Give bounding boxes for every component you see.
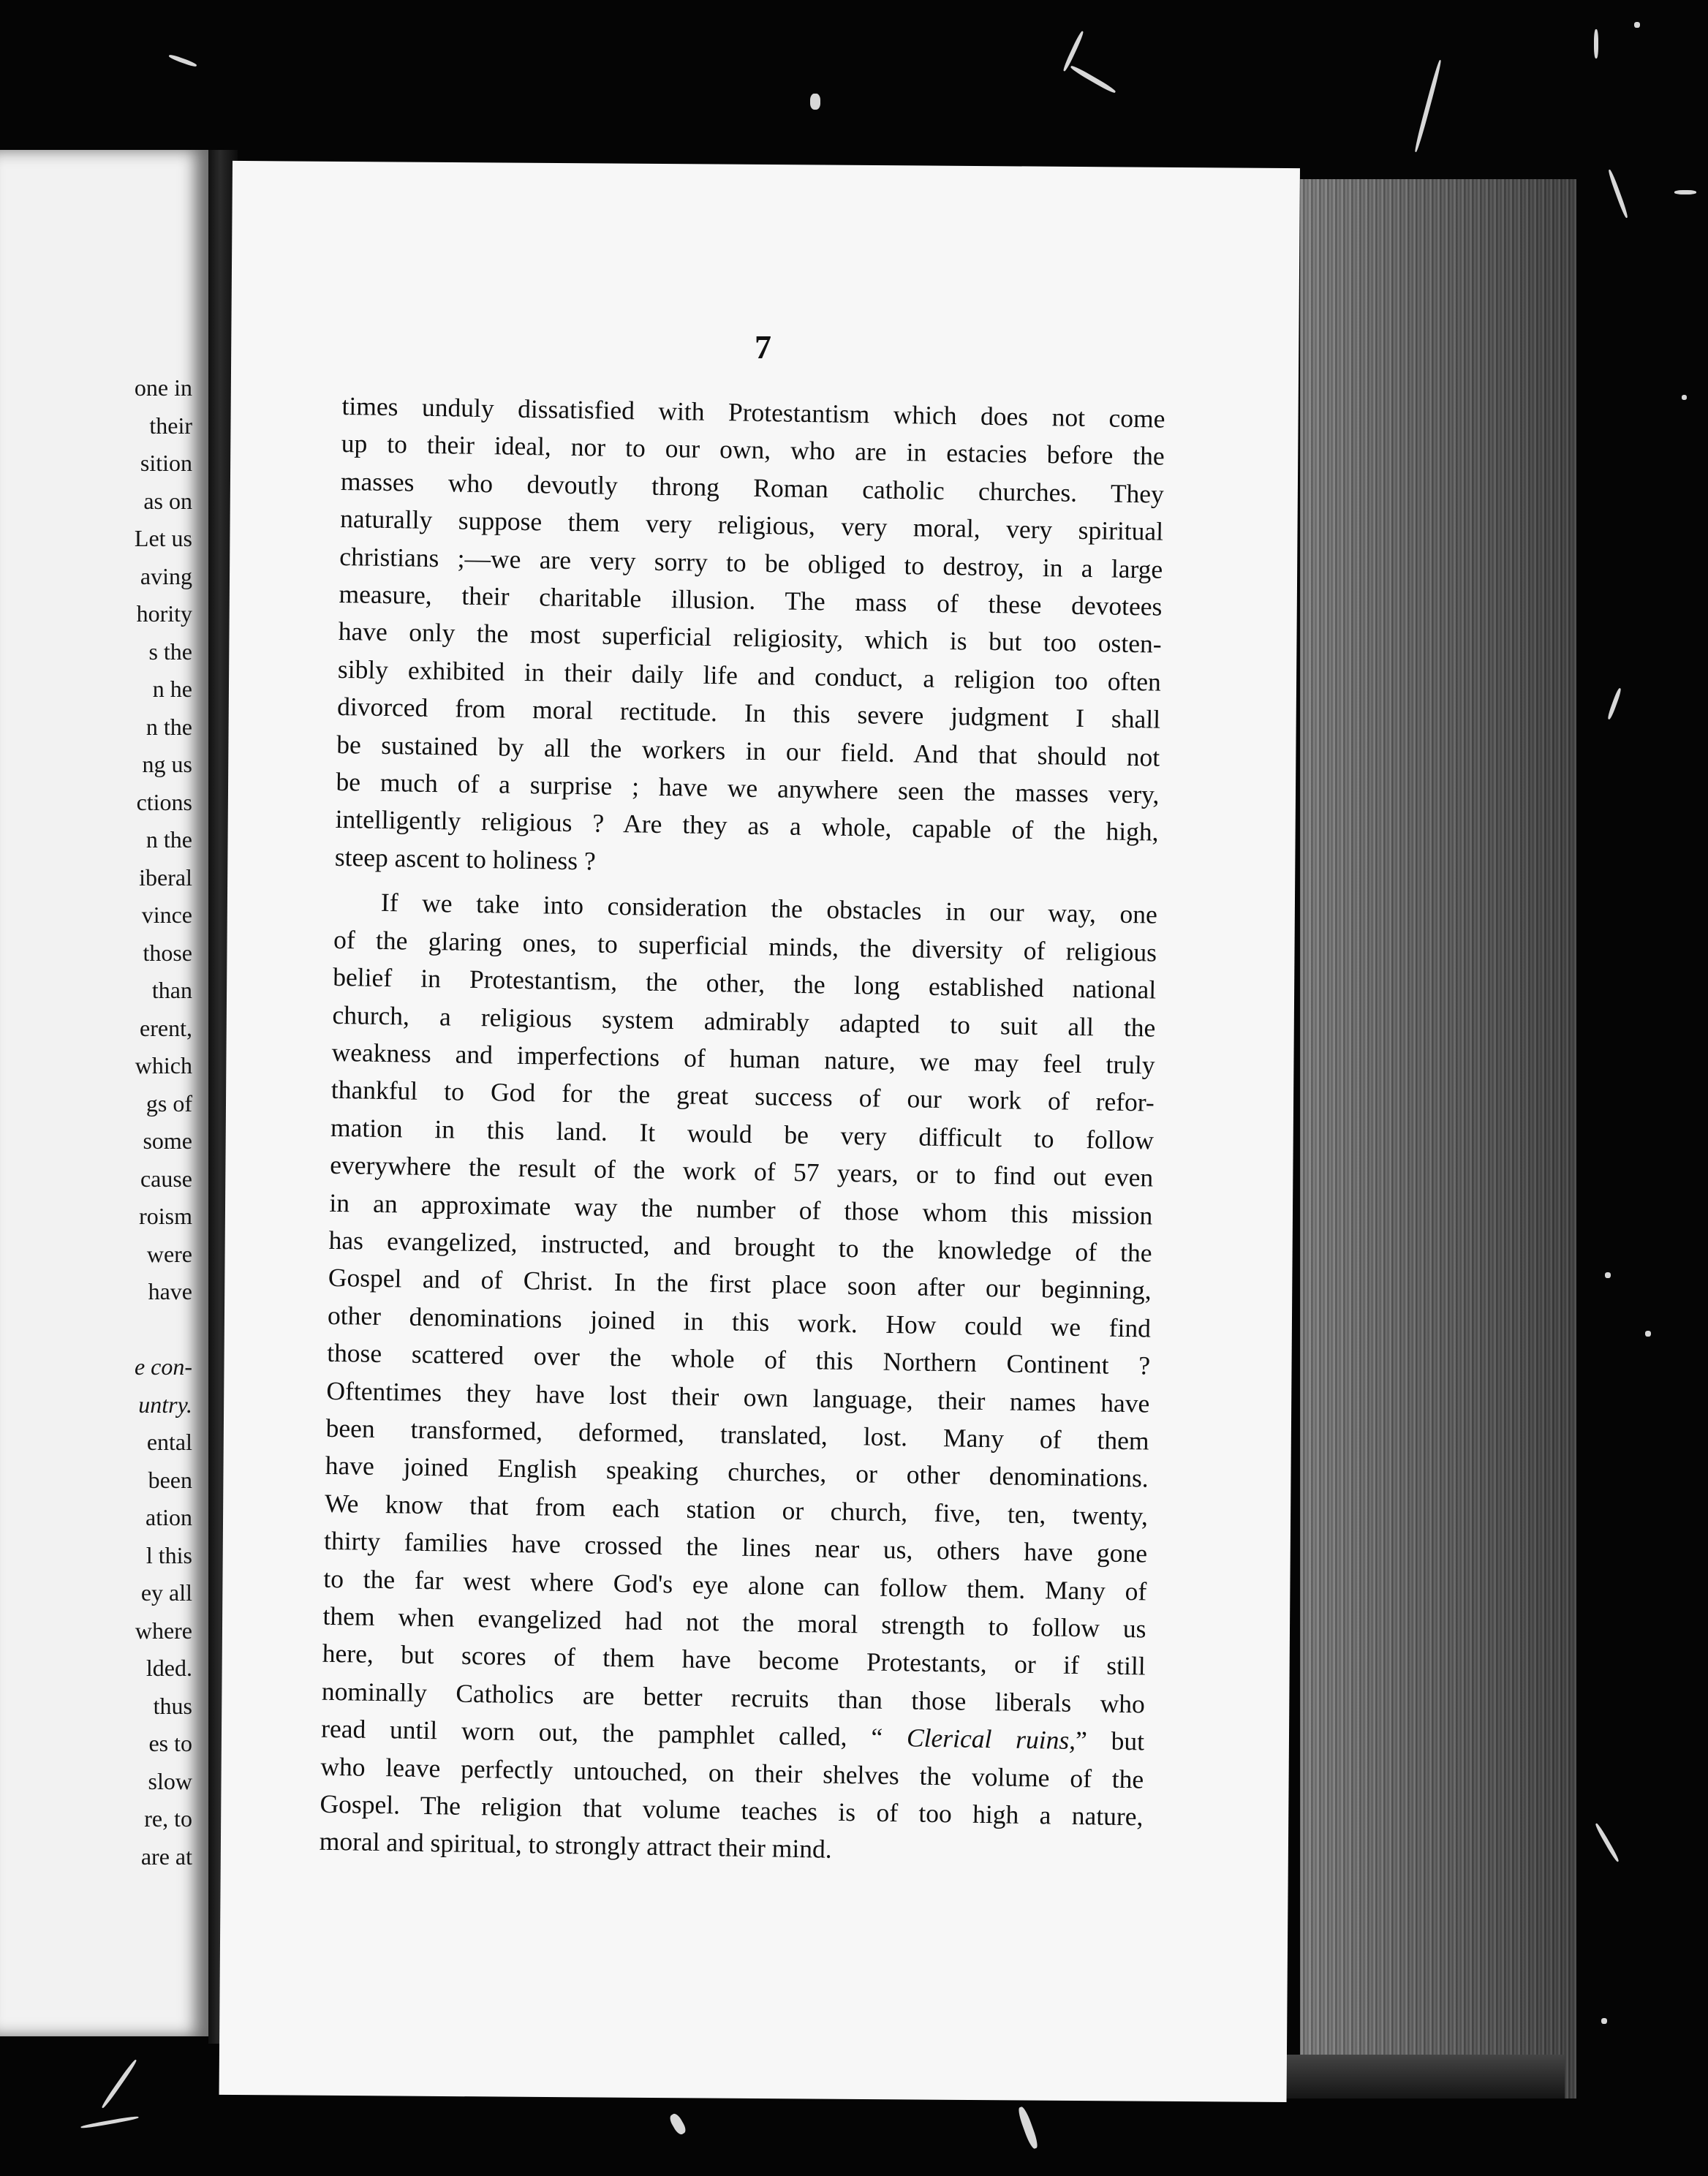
dust-speck — [1682, 395, 1687, 400]
text-line: read until worn out, the pamphlet called, “ Clerical ruins,” but — [320, 1713, 1145, 1756]
text-line-fragment: those — [143, 939, 192, 966]
dust-speck — [1413, 59, 1442, 152]
text-line-fragment: cause — [140, 1165, 192, 1192]
text-line-fragment: than — [151, 977, 192, 1003]
dust-speck — [1606, 687, 1622, 719]
text-line: mation in this land. It would be very difficult to follow — [330, 1112, 1155, 1155]
text-line-fragment: which — [135, 1052, 192, 1078]
dust-speck — [1594, 29, 1598, 58]
text-line-fragment: lded. — [146, 1655, 192, 1681]
left-facing-page — [0, 150, 208, 2036]
text-line: thirty families have crossed the lines near us, others have gone — [323, 1525, 1148, 1568]
text-line-fragment: iberal — [139, 864, 192, 891]
text-line: naturally suppose them very religious, very moral, very spiritual — [339, 504, 1164, 546]
dust-speck — [101, 2059, 138, 2109]
text-line-fragment: some — [143, 1127, 192, 1154]
text-line-fragment: erent, — [140, 1014, 192, 1041]
text-line: times unduly dissatisfied with Protestantism which does not come — [341, 390, 1165, 434]
text-line-fragment: ental — [146, 1429, 192, 1455]
text-line: Gospel and of Christ. In the first place soon after our beginning, — [328, 1263, 1152, 1305]
text-line-fragment: es to — [148, 1730, 192, 1756]
dust-speck — [80, 2115, 139, 2129]
text-line-fragment: where — [135, 1617, 192, 1644]
text-line: have only the most superficial religiosity, which is but too osten- — [338, 616, 1162, 660]
text-line-fragment: roism — [139, 1203, 192, 1229]
text-line-fragment: slow — [148, 1767, 192, 1794]
book-page-edges — [1300, 179, 1576, 2098]
text-line: intelligently religious ? Are they as a whole, capable of the high, — [335, 804, 1159, 847]
dust-speck — [1607, 169, 1629, 219]
dust-speck — [168, 53, 197, 67]
text-line-fragment: Let us — [134, 525, 192, 551]
text-line-fragment — [0, 1311, 192, 1349]
text-line-fragment: n he — [152, 676, 192, 702]
pamphlet-title: Clerical ruins, — [906, 1723, 1076, 1756]
text-line: to the far west where God's eye alone can follow them. Many of — [323, 1563, 1147, 1606]
text-line: thankful to God for the great success of our work of refor- — [330, 1075, 1155, 1117]
text-line-fragment: gs of — [146, 1089, 192, 1117]
text-line-fragment: re, to — [144, 1805, 192, 1832]
text-line: in an approximate way the number of those whom this mission — [329, 1187, 1153, 1231]
text-line: masses who devoutly throng Roman catholic churches. They — [340, 466, 1165, 509]
text-line-fragment: s the — [148, 638, 192, 665]
text-line: measure, their charitable illusion. The mass of these devotees — [339, 578, 1163, 622]
text-line-fragment: one in — [134, 374, 192, 401]
body-text — [319, 388, 1165, 1873]
text-line: other denominations joined in this work. How could we find — [327, 1300, 1152, 1343]
text-line: have joined English speaking churches, or other denominations. — [325, 1451, 1149, 1493]
dust-speck — [1645, 1331, 1651, 1337]
text-line: them when evangelized had not the moral strength to follow us — [322, 1601, 1146, 1644]
page-number: 7 — [755, 328, 771, 366]
text-line-fragment: vince — [141, 902, 192, 928]
text-line-fragment: sition — [140, 450, 192, 476]
text-line: belief in Protestantism, the other, the long established national — [333, 962, 1157, 1005]
text-line: nominally Catholics are better recruits than those liberals who — [321, 1676, 1146, 1719]
text-line: divorced from moral rectitude. In this severe judgment I shall — [336, 692, 1161, 734]
left-page-text — [0, 369, 192, 1875]
text-line-fragment: aving — [140, 562, 192, 589]
text-line-fragment: e con- — [134, 1353, 192, 1380]
book-edge-shadow — [1243, 2055, 1565, 2098]
dust-speck — [1634, 22, 1640, 28]
dust-speck — [1070, 64, 1116, 94]
text-line-fragment: n the — [146, 713, 192, 740]
text-line: be much of a surprise ; have we anywhere seen the masses very, — [336, 766, 1160, 809]
text-line-fragment: l this — [146, 1541, 192, 1568]
text-line: church, a religious system admirably adapted to suit all the — [332, 1000, 1156, 1043]
dust-speck — [1594, 1823, 1620, 1863]
text-line-fragment: untry. — [138, 1391, 192, 1418]
dust-speck — [1016, 2106, 1040, 2150]
text-line: everywhere the result of the work of 57 years, or to find out even — [329, 1149, 1154, 1193]
text-line-fragment: are at — [140, 1843, 192, 1870]
text-line-fragment: ctions — [136, 788, 192, 815]
text-line: Gospel. The religion that volume teaches is of too high a nature, — [320, 1788, 1144, 1832]
text-line-fragment: thus — [153, 1692, 192, 1719]
text-line-fragment: been — [148, 1466, 192, 1493]
text-line: moral and spiritual, to strongly attract their mind. — [319, 1826, 832, 1865]
text-line: We know that from each station or church, five, ten, twenty, — [324, 1488, 1149, 1531]
text-line: been transformed, deformed, translated, lost. Many of them — [325, 1413, 1149, 1456]
text-line: Oftentimes they have lost their own language, their names have — [326, 1375, 1150, 1418]
text-line-fragment: n the — [146, 826, 192, 853]
text-line: weakness and imperfections of human nature, we may feel truly — [331, 1037, 1155, 1080]
text-line: steep ascent to holiness ? — [334, 842, 597, 876]
text-line: has evangelized, instructed, and brought to the knowledge of the — [328, 1225, 1152, 1268]
dust-speck — [1674, 190, 1696, 194]
dust-speck — [1601, 2018, 1607, 2024]
dust-speck — [810, 94, 820, 110]
text-line-fragment: ation — [146, 1504, 192, 1530]
text-line: those scattered over the whole of this Northern Continent ? — [326, 1337, 1151, 1380]
text-line: sibly exhibited in their daily life and conduct, a religion too often — [337, 654, 1162, 697]
text-line-fragment: have — [148, 1278, 192, 1304]
text-line-fragment: hority — [136, 600, 192, 627]
text-line: christians ;—we are very sorry to be obliged to destroy, in a large — [339, 541, 1163, 584]
text-line: be sustained by all the workers in our field. And that should not — [336, 729, 1160, 772]
text-line-fragment: ng us — [142, 751, 192, 777]
dust-speck — [668, 2112, 687, 2137]
text-line: of the glaring ones, to superficial minds, the diversity of religious — [333, 924, 1157, 967]
text-line: up to their ideal, nor to our own, who are in estacies before the — [341, 428, 1165, 472]
text-line: who leave perfectly untouched, on their shelves the volume of the — [320, 1751, 1144, 1794]
text-line-fragment: their — [149, 412, 192, 439]
text-line: here, but scores of them have become Protestants, or if still — [322, 1639, 1146, 1681]
text-line-fragment: as on — [143, 487, 192, 514]
text-line-fragment: were — [146, 1240, 192, 1267]
dust-speck — [1605, 1272, 1611, 1278]
text-line-fragment: ey all — [140, 1579, 192, 1606]
text-line: If we take into consideration the obstacles in our way, one — [380, 888, 1158, 929]
